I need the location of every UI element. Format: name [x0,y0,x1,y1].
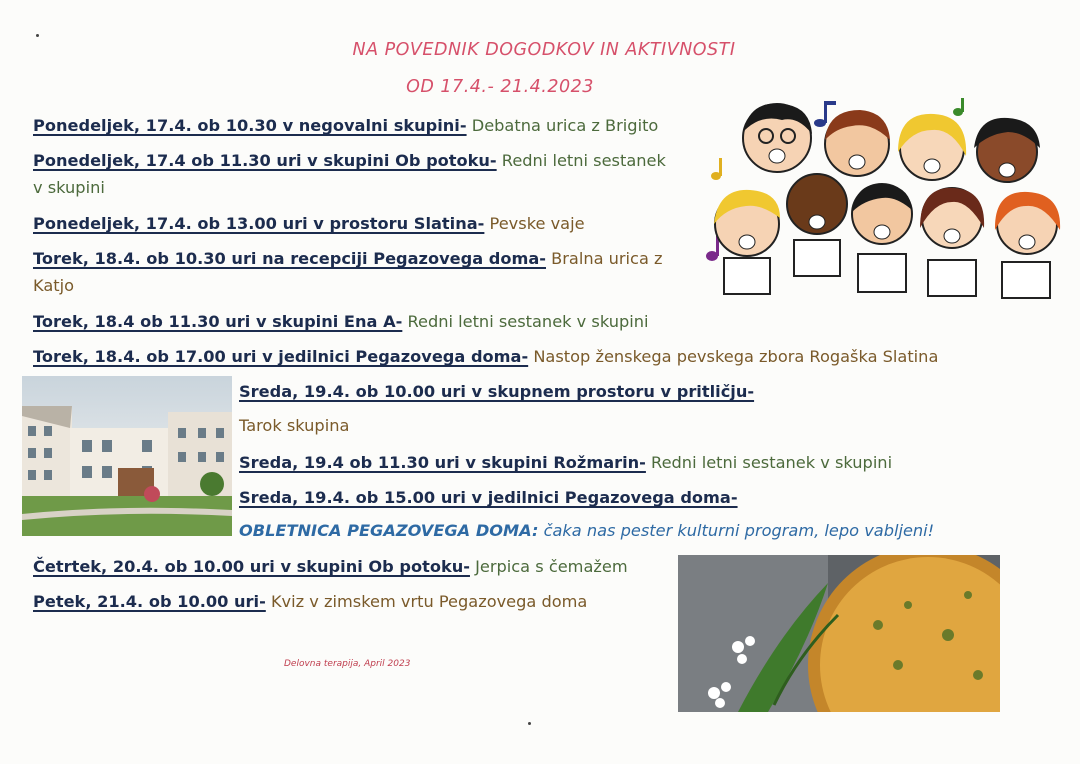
event-row [33,311,649,333]
footer-credit: Delovna terapija, April 2023 [284,659,411,669]
event-highlight-row [239,520,934,542]
event-activity: Redni letni sestanek v skupini [402,312,649,331]
music-note-icon [953,98,964,116]
event-row [33,248,663,270]
choir-illustration [702,96,1074,304]
event-row [239,487,738,509]
event-time-place: Sreda, 19.4 ob 11.30 uri v skupini Rožmarin- [239,453,646,472]
event-activity: Debatna urica z Brigito [466,116,659,135]
event-activity: Jerpica s čemažem [469,557,628,576]
quiche-photo [678,555,1000,712]
event-row [33,346,938,368]
poster-title: NA POVEDNIK DOGODKOV IN AKTIVNOSTI [352,40,736,60]
music-note-icon [706,236,719,261]
event-activity: Bralna urica z [546,249,663,268]
event-row [239,452,892,474]
event-activity: Kviz v zimskem vrtu Pegazovega doma [265,592,588,611]
event-row [33,591,587,613]
speck [528,722,531,725]
event-time-place: Petek, 21.4. ob 10.00 uri- [33,592,266,611]
event-time-place: Sreda, 19.4. ob 10.00 uri v skupnem prostoru v pritličju- [239,382,755,401]
event-row [33,556,628,578]
event-time-place: Ponedeljek, 17.4. ob 13.00 uri v prostoru Slatina- [33,214,485,233]
event-time-place: Ponedeljek, 17.4. ob 10.30 v negovalni skupini- [33,116,467,135]
event-time-place: Torek, 18.4. ob 17.00 uri v jedilnici Pegazovega doma- [33,347,529,366]
event-time-place: Ponedeljek, 17.4 ob 11.30 uri v skupini Ob potoku- [33,151,497,170]
event-time-place: Torek, 18.4 ob 11.30 uri v skupini Ena A- [33,312,403,331]
event-time-place: Četrtek, 20.4. ob 10.00 uri v skupini Ob potoku- [33,557,470,576]
event-activity: Pevske vaje [484,214,585,233]
care-home-photo [22,376,232,536]
event-activity-continued: Tarok skupina [239,416,350,435]
event-activity-continued: v skupini [33,178,105,197]
anniversary-title: OBLETNICA PEGAZOVEGA DOMA: [239,521,539,540]
music-note-icon [711,158,722,180]
event-time-place: Torek, 18.4. ob 10.30 uri na recepciji Pegazovega doma- [33,249,546,268]
event-row [33,213,585,235]
event-row [239,381,754,403]
event-activity-continued: Katjo [33,276,74,295]
event-time-place: Sreda, 19.4. ob 15.00 uri v jedilnici Pegazovega doma- [239,488,738,507]
event-activity: Nastop ženskega pevskega zbora Rogaška Slatina [528,347,939,366]
speck [36,34,39,37]
event-row [33,150,666,172]
anniversary-text: čaka nas pester kulturni program, lepo vabljeni! [538,521,935,540]
event-activity: Redni letni sestanek v skupini [645,453,893,472]
event-activity: Redni letni sestanek [496,151,666,170]
event-row [33,115,658,137]
poster-date-range: OD 17.4.- 21.4.2023 [406,77,594,97]
